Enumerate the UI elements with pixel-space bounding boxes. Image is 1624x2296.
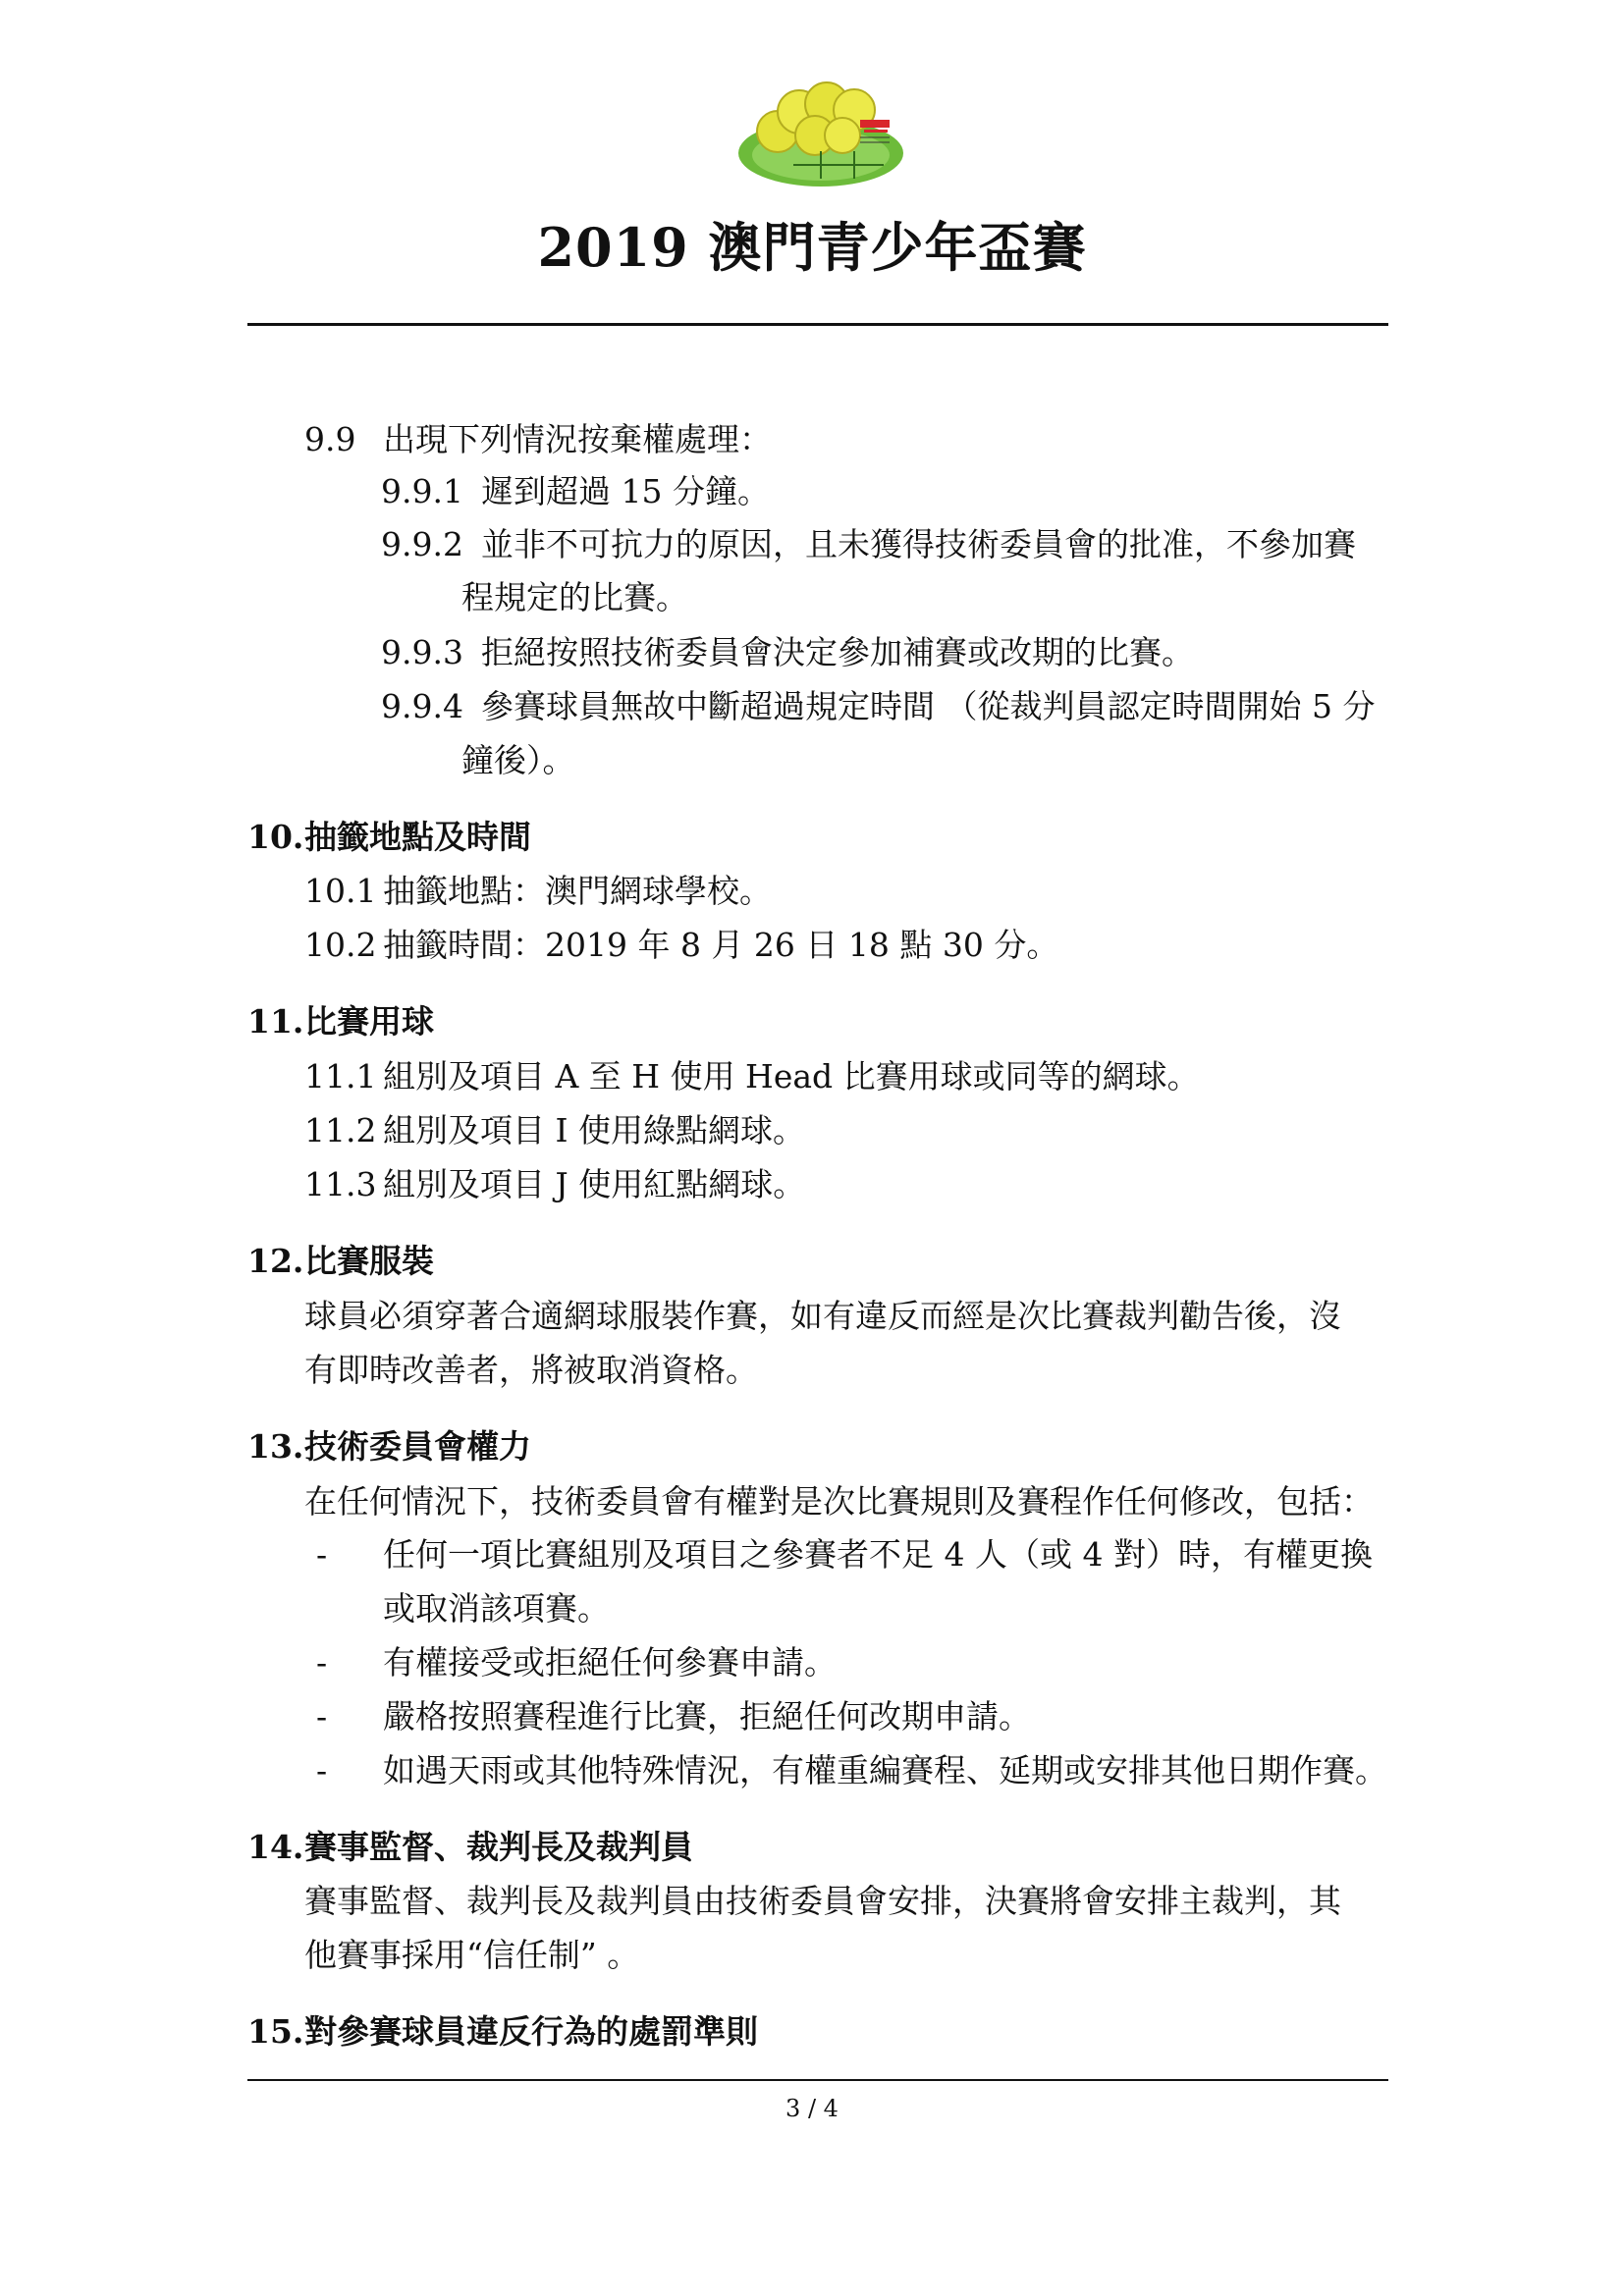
item-10-1-number: 10.1 [304, 872, 377, 910]
section-15-heading: 對參賽球員違反行為的處罰準則 [304, 2012, 758, 2051]
section-9-9-number: 9.9 [304, 420, 356, 458]
bullet-13-1-text-cont: 或取消該項賽。 [383, 1589, 610, 1628]
section-10-heading: 抽籤地點及時間 [304, 818, 531, 856]
item-11-3-number: 11.3 [304, 1165, 377, 1203]
section-10-number: 10. [247, 818, 304, 856]
section-13-heading: 技術委員會權力 [304, 1427, 531, 1466]
section-9-9-text: 出現下列情況按棄權處理： [383, 420, 772, 458]
item-9-9-1-text: 遲到超過 15 分鐘。 [481, 472, 770, 510]
item-11-1-number: 11.1 [304, 1057, 377, 1095]
bullet-dash: - [316, 1751, 328, 1789]
item-9-9-4-number: 9.9.4 [381, 687, 463, 725]
section-14-heading: 賽事監督、裁判長及裁判員 [304, 1828, 693, 1866]
bullet-dash: - [316, 1643, 328, 1682]
item-9-9-4-text-cont: 鐘後）。 [461, 741, 575, 779]
bullet-13-4-text: 如遇天雨或其他特殊情況，有權重編賽程、延期或安排其他日期作賽。 [383, 1751, 1387, 1789]
item-9-9-2-text: 並非不可抗力的原因，且未獲得技術委員會的批准，不參加賽 [481, 525, 1356, 563]
item-11-3-text: 組別及項目 J 使用紅點網球。 [383, 1165, 806, 1203]
section-15-number: 15. [247, 2012, 304, 2051]
item-9-9-1-number: 9.9.1 [381, 472, 463, 510]
item-9-9-3-text: 拒絕按照技術委員會決定參加補賽或改期的比賽。 [481, 633, 1194, 671]
header-divider [247, 323, 1388, 326]
item-9-9-2-number: 9.9.2 [381, 525, 463, 563]
item-9-9-4-text: 參賽球員無故中斷超過規定時間 （從裁判員認定時間開始 5 分 [481, 687, 1376, 725]
section-11-heading: 比賽用球 [304, 1002, 434, 1041]
section-14-paragraph-line-2: 他賽事採用“信任制” 。 [304, 1936, 640, 1974]
item-11-1-text: 組別及項目 A 至 H 使用 Head 比賽用球或同等的網球。 [383, 1057, 1200, 1095]
bullet-13-2-text: 有權接受或拒絕任何參賽申請。 [383, 1643, 837, 1682]
footer-divider [247, 2079, 1388, 2081]
section-13-intro: 在任何情況下，技術委員會有權對是次比賽規則及賽程作任何修改，包括： [304, 1482, 1374, 1521]
item-11-2-text: 組別及項目 I 使用綠點網球。 [383, 1111, 806, 1149]
bullet-13-3-text: 嚴格按照賽程進行比賽，拒絕任何改期申請。 [383, 1697, 1031, 1735]
item-9-9-3-number: 9.9.3 [381, 633, 463, 671]
item-10-2-text: 抽籤時間：2019 年 8 月 26 日 18 點 30 分。 [383, 926, 1059, 964]
section-14-number: 14. [247, 1828, 304, 1866]
bullet-13-1-text: 任何一項比賽組別及項目之參賽者不足 4 人（或 4 對）時，有權更換 [383, 1535, 1373, 1574]
tennis-association-logo [736, 77, 911, 190]
section-11-number: 11. [247, 1002, 304, 1041]
item-10-1-text: 抽籤地點：澳門網球學校。 [383, 872, 772, 910]
section-13-number: 13. [247, 1427, 304, 1466]
section-12-number: 12. [247, 1242, 304, 1280]
bullet-dash: - [316, 1697, 328, 1735]
item-9-9-2-text-cont: 程規定的比賽。 [461, 578, 688, 616]
item-11-2-number: 11.2 [304, 1111, 377, 1149]
section-12-paragraph-line-2: 有即時改善者，將被取消資格。 [304, 1351, 758, 1389]
bullet-dash: - [316, 1535, 328, 1574]
section-14-paragraph-line-1: 賽事監督、裁判長及裁判員由技術委員會安排，決賽將會安排主裁判，其 [304, 1882, 1341, 1920]
page-title: 2019 澳門青少年盃賽 [537, 216, 1087, 279]
page-number: 3 / 4 [785, 2095, 839, 2122]
section-12-heading: 比賽服裝 [304, 1242, 434, 1280]
item-10-2-number: 10.2 [304, 926, 377, 964]
section-12-paragraph-line-1: 球員必須穿著合適網球服裝作賽，如有違反而經是次比賽裁判勸告後，沒 [304, 1297, 1341, 1335]
